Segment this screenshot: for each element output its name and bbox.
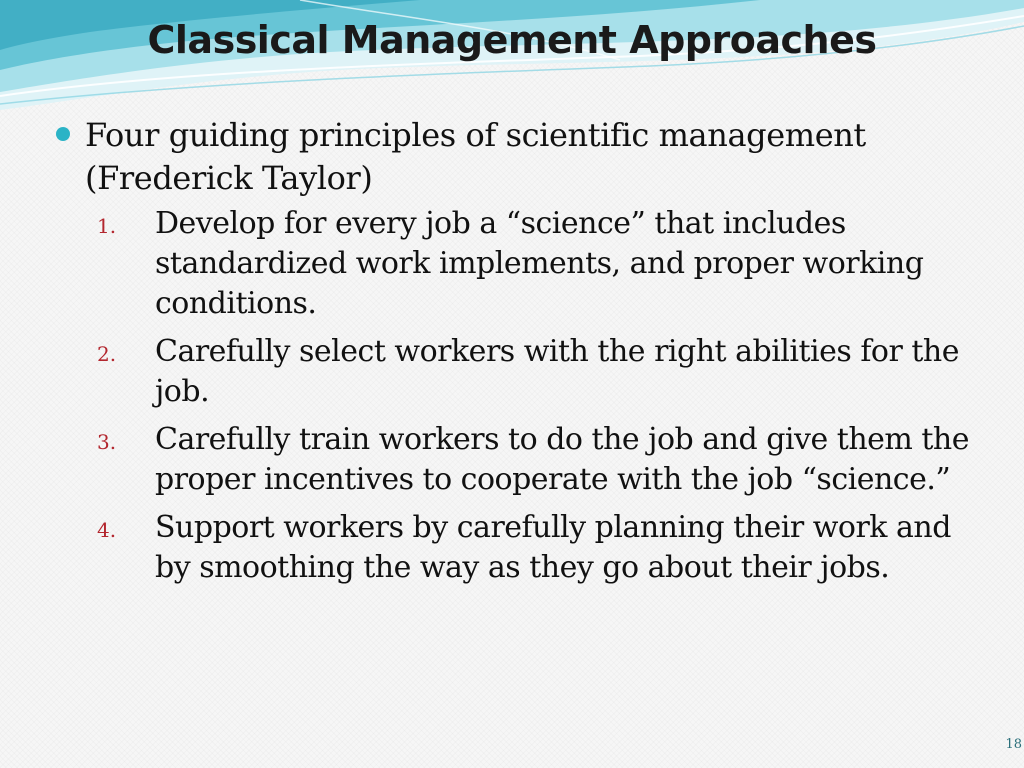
list-item-text: Support workers by carefully planning their work and by smoothing the way as they go about their jobs. <box>155 510 951 585</box>
page-number: 18 <box>1005 737 1022 752</box>
list-item-number: 2. <box>97 342 117 366</box>
slide-title: Classical Management Approaches <box>147 18 877 62</box>
list-item-text: Develop for every job a “science” that includes standardized work implements, and proper working conditions. <box>155 206 924 321</box>
list-item <box>52 204 982 324</box>
list-item-text: Carefully train workers to do the job and give them the proper incentives to cooperate with the job “science.” <box>155 422 970 497</box>
list-item <box>52 508 982 588</box>
list-item <box>52 332 982 412</box>
list-item-number: 4. <box>97 518 117 542</box>
list-item <box>52 420 982 500</box>
list-item-text: Carefully select workers with the right abilities for the job. <box>155 334 959 409</box>
main-bullet <box>52 114 982 200</box>
main-bullet-text: Four guiding principles of scientific management (Frederick Taylor) <box>85 116 866 197</box>
list-item-number: 3. <box>97 430 117 454</box>
numbered-list <box>52 204 982 588</box>
list-item-number: 1. <box>97 214 117 238</box>
slide-content <box>52 114 982 596</box>
bullet-dot-icon <box>56 127 70 141</box>
